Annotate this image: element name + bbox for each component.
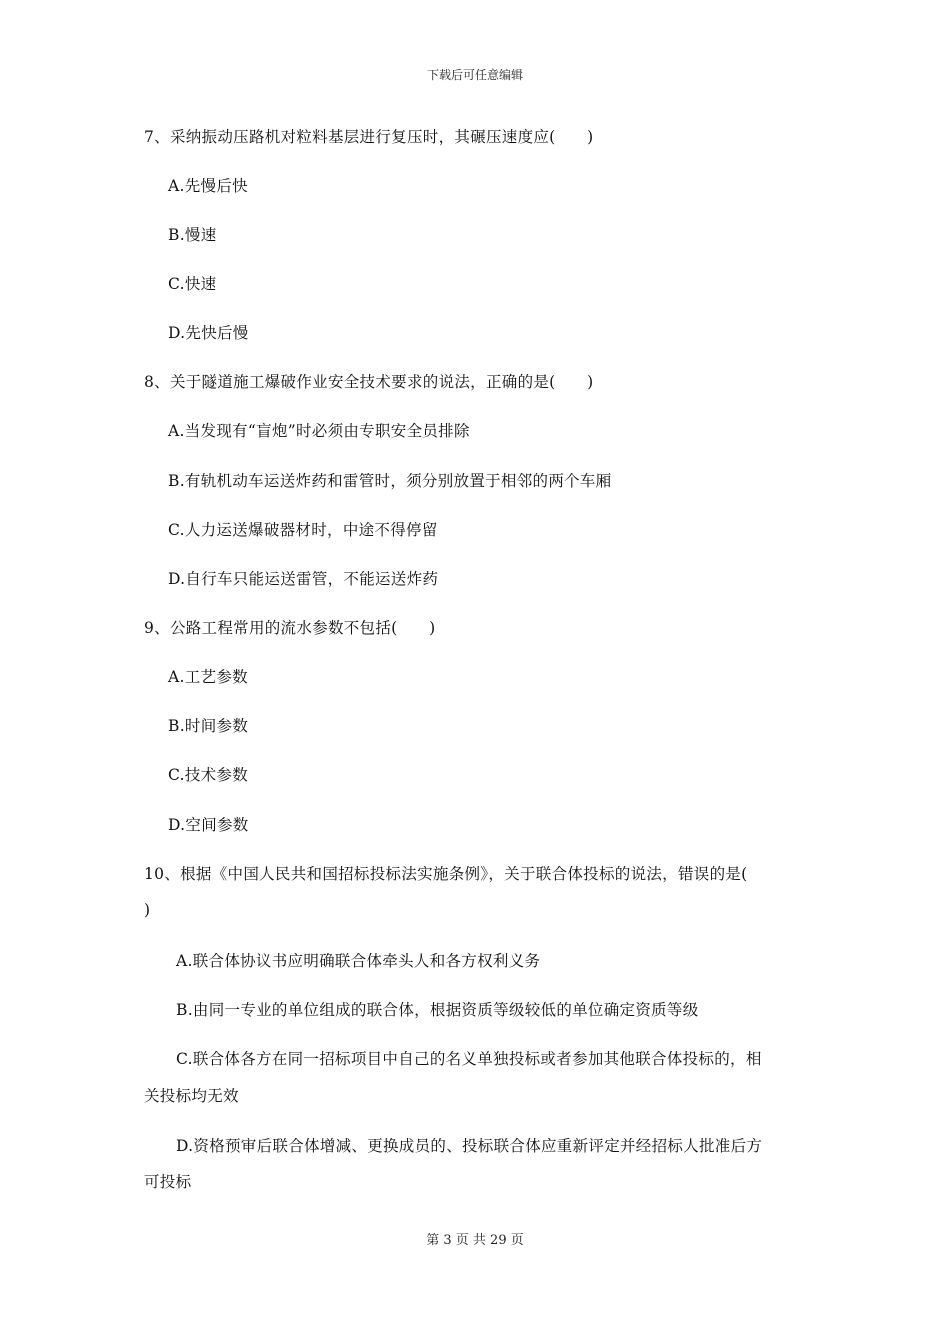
question-10-option-d: D.资格预审后联合体增减、更换成员的、投标联合体应重新评定并经招标人批准后方 [176, 1137, 763, 1155]
question-9-option-d: D.空间参数 [168, 816, 249, 834]
question-7-option-d: D.先快后慢 [168, 324, 249, 342]
question-10-option-c: C.联合体各方在同一招标项目中自己的名义单独投标或者参加其他联合体投标的，相 [176, 1050, 762, 1068]
question-10-stem: 10、根据《中国人民共和国招标投标法实施条例》，关于联合体投标的说法，错误的是( [144, 865, 748, 883]
question-7-stem: 7、采纳振动压路机对粒料基层进行复压时，其碾压速度应( ) [144, 128, 594, 146]
page-number-footer: 第 3 页 共 29 页 [426, 1233, 524, 1248]
question-10-stem-continued: ) [144, 901, 151, 919]
question-7-option-a: A.先慢后快 [168, 177, 248, 195]
question-9-option-a: A.工艺参数 [168, 668, 248, 686]
question-10-option-c-continued: 关投标均无效 [144, 1087, 239, 1105]
page-header: 下载后可任意编辑 [426, 68, 523, 82]
question-9-stem: 9、公路工程常用的流水参数不包括( ) [144, 619, 436, 637]
question-10-option-d-continued: 可投标 [144, 1173, 192, 1191]
question-8-option-a: A.当发现有“盲炮”时必须由专职安全员排除 [168, 422, 470, 440]
question-8-option-c: C.人力运送爆破器材时，中途不得停留 [168, 521, 438, 539]
question-8-option-d: D.自行车只能运送雷管，不能运送炸药 [168, 570, 439, 588]
question-10-option-a: A.联合体协议书应明确联合体牵头人和各方权利义务 [176, 952, 541, 970]
question-9-option-c: C.技术参数 [168, 766, 249, 784]
question-10-option-b: B.由同一专业的单位组成的联合体，根据资质等级较低的单位确定资质等级 [176, 1001, 699, 1019]
question-7-option-c: C.快速 [168, 275, 217, 293]
question-7-option-b: B.慢速 [168, 226, 217, 244]
question-8-stem: 8、关于隧道施工爆破作业安全技术要求的说法，正确的是( ) [144, 373, 594, 391]
question-8-option-b: B.有轨机动车运送炸药和雷管时，须分别放置于相邻的两个车厢 [168, 472, 612, 490]
question-9-option-b: B.时间参数 [168, 717, 249, 735]
